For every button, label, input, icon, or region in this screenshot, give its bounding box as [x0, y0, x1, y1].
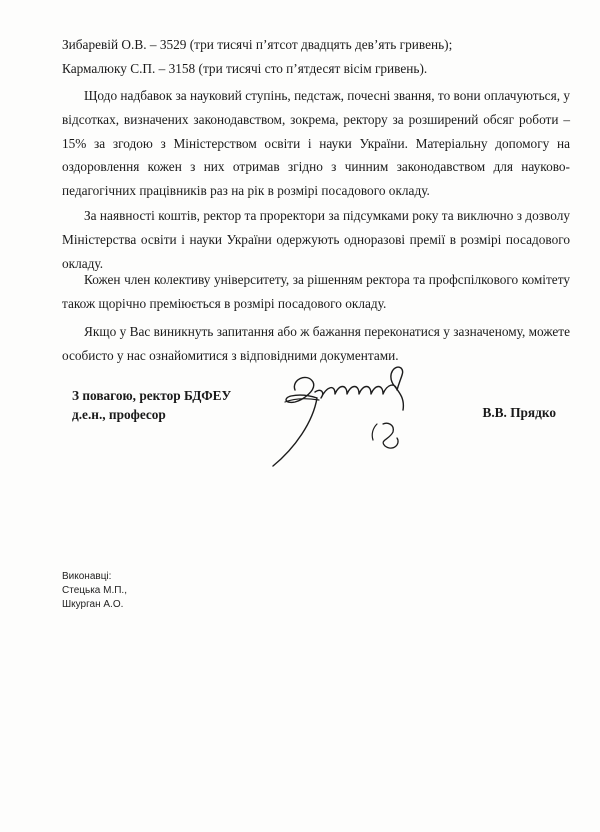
payment-line: Кармалюку С.П. – 3158 (три тисячі сто п’ятдесят вісім гривень).: [62, 61, 428, 76]
executors-label: Виконавці:: [62, 571, 112, 582]
executor-name: Стецька М.П.,: [62, 585, 127, 596]
rector-name: В.В. Прядко: [482, 405, 556, 420]
paragraph-contact: Якщо у Вас виникнуть запитання або ж бажання переконатися у зазначеному, можете особисто у нас ознайомитися з відповідними документами.: [62, 324, 570, 363]
paragraph-bonuses: За наявності коштів, ректор та проректори за підсумками року та виключно з дозволу Міністерства освіти і науки України одержують одноразові премії в розмірі посадового окладу.: [62, 208, 570, 271]
payment-line: Зибаревій О.В. – 3529 (три тисячі п’ятсот двадцять дев’ять гривень);: [62, 37, 453, 52]
executor-name: Шкурган А.О.: [62, 599, 124, 610]
handwritten-signature: [255, 362, 425, 477]
closing-title: д.е.н., професор: [72, 407, 166, 422]
paragraph-staff-bonus: Кожен член колективу університету, за рішенням ректора та профспілкового комітету також щорічно преміюється в розмірі посадового окладу.: [62, 272, 570, 311]
paragraph-allowances: Щодо надбавок за науковий ступінь, педстаж, почесні звання, то вони оплачуються, у відсотках, визначених законодавством, зокрема, ректору за розширений обсяг роботи – 15% за згодою з Міністерством освіти і науки України. Матеріальну допомогу на оздоровлення кожен з них отримав згідно з чинним законодавством для науково-педагогічних працівників раз на рік в розмірі посадового окладу.: [62, 88, 570, 199]
closing-line: З повагою, ректор БДФЕУ: [72, 388, 232, 403]
